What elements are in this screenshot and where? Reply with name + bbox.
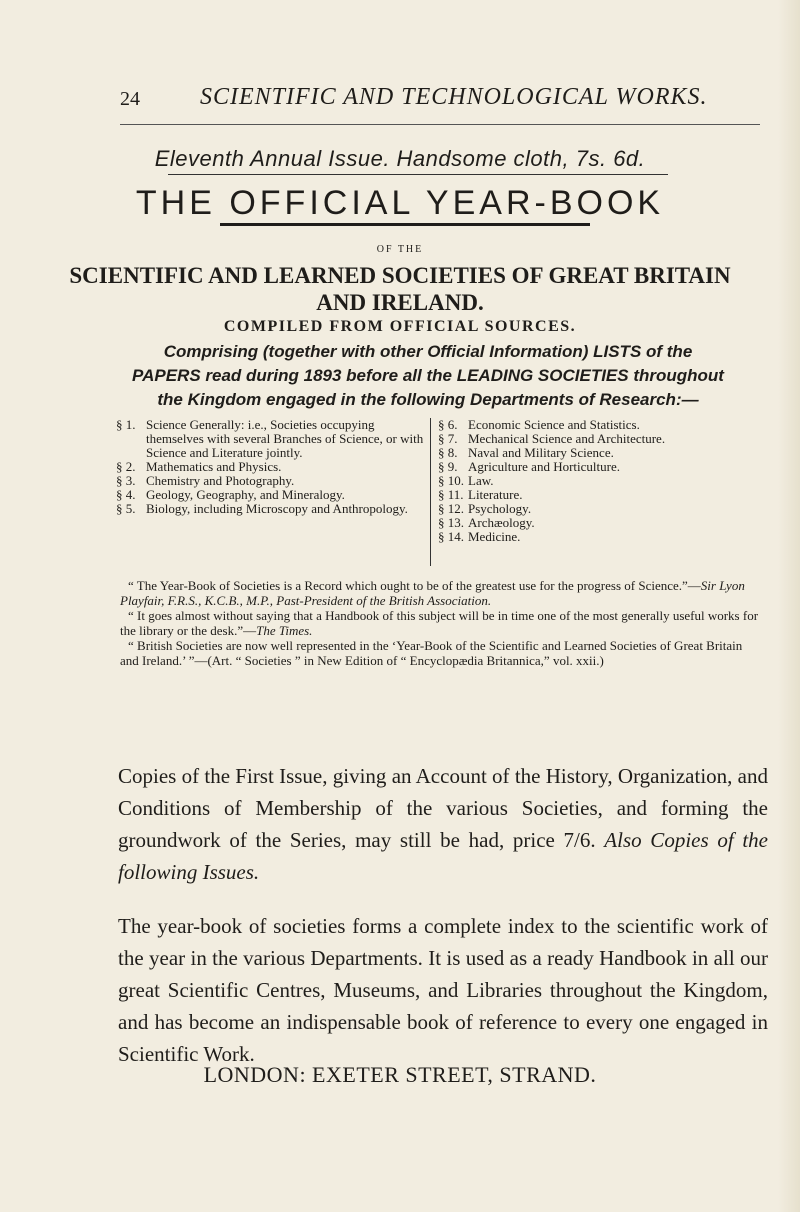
department-item: § 13. Archæology. (438, 515, 535, 530)
quote-times: “ It goes almost without saying that a Handbook of this subject will be in time one of the most generally useful works for the library or the desk.”—The Times. (120, 608, 759, 638)
department-item: § 8. Naval and Military Science. (438, 445, 614, 460)
department-item: § 11. Literature. (438, 487, 523, 502)
department-item: § 5. Biology, including Microscopy and Anthropology. (116, 501, 408, 516)
department-item: § 7. Mechanical Science and Architecture. (438, 431, 666, 446)
first-issue-paragraph: Copies of the First Issue, giving an Account of the History, Organization, and Conditions of Membership of the various Societies, and forming the groundwork of the Series, may still be had, price 7/6. Also Copies of the following Issues. (118, 764, 768, 884)
departments-divider (430, 418, 431, 566)
compiled-note: COMPILED FROM OFFICIAL SOURCES. (223, 318, 577, 335)
quote-britannica: “ British Societies are now well represented in the ‘Year-Book of the Scientific and Learned Societies of Great Britain and Ireland.’ ”—(Art. “ Societies ” in New Edition of “ Encyclopædia Britannica,” vol. xxii.) (120, 638, 743, 668)
running-title: SCIENTIFIC AND TECHNOLOGICAL WORKS. (200, 84, 708, 110)
press-quotes (120, 578, 760, 668)
department-item: § 4. Geology, Geography, and Mineralogy. (116, 487, 345, 502)
quote-playfair: “ The Year-Book of Societies is a Record which ought to be of the greatest use for the progress of Science.”—Sir Lyon Playfair, F.R.S., K.C.B., M.P., Past-President of the British Association. (120, 578, 745, 608)
subtitle-line-1: SCIENTIFIC AND LEARNED SOCIETIES OF GREAT BRITAIN (69, 263, 731, 288)
quote-attribution: The Times. (256, 623, 313, 638)
department-item: § 10. Law. (438, 473, 494, 488)
publisher-imprint: LONDON: EXETER STREET, STRAND. (203, 1062, 597, 1087)
of-the-label: OF THE (376, 244, 424, 255)
book-subtitle (0, 262, 800, 316)
book-title: THE OFFICIAL YEAR-BOOK (135, 184, 665, 222)
comprising-paragraph: Comprising (together with other Official Information) LISTS of the PAPERS read during 1893 before all the LEADING SOCIETIES throughout the Kingdom engaged in the following Departments of Research:— (132, 342, 724, 409)
copies-italic-note: Also Copies of the following Issues. (118, 828, 768, 884)
department-item: § 1. Science Generally: i.e., Societies occupying themselves with several Branches of Science, or with Science and Literature jointly. (116, 417, 424, 460)
page-number: 24 (120, 88, 140, 110)
department-item: § 14. Medicine. (438, 529, 521, 544)
department-item: § 12. Psychology. (438, 501, 532, 516)
yearbook-description: The year-book of societies forms a complete index to the scientific work of the year in the various Departments. It is used as a ready Handbook in all our great Scientific Centres, Museums, and Libraries throughout the Kingdom, and has become an indispensable book of reference to every one engaged in Scientific Work. (118, 914, 768, 1066)
departments-right-column (438, 418, 778, 544)
departments-left-column (116, 418, 424, 516)
running-head (120, 84, 760, 118)
department-item: § 9. Agriculture and Horticulture. (438, 459, 620, 474)
issue-line-rule (168, 174, 668, 175)
department-item: § 2. Mathematics and Physics. (116, 459, 282, 474)
page-edge-shadow (778, 0, 800, 1212)
book-title-rule (220, 223, 590, 226)
issue-line: Eleventh Annual Issue. Handsome cloth, 7s. 6d. (154, 146, 646, 171)
running-head-rule (120, 124, 760, 125)
department-item: § 6. Economic Science and Statistics. (438, 417, 640, 432)
quote-attribution: Sir Lyon Playfair, F.R.S., K.C.B., M.P., Past-President of the British Association. (120, 578, 745, 608)
department-item: § 3. Chemistry and Photography. (116, 473, 295, 488)
subtitle-line-2: AND IRELAND. (316, 290, 484, 315)
